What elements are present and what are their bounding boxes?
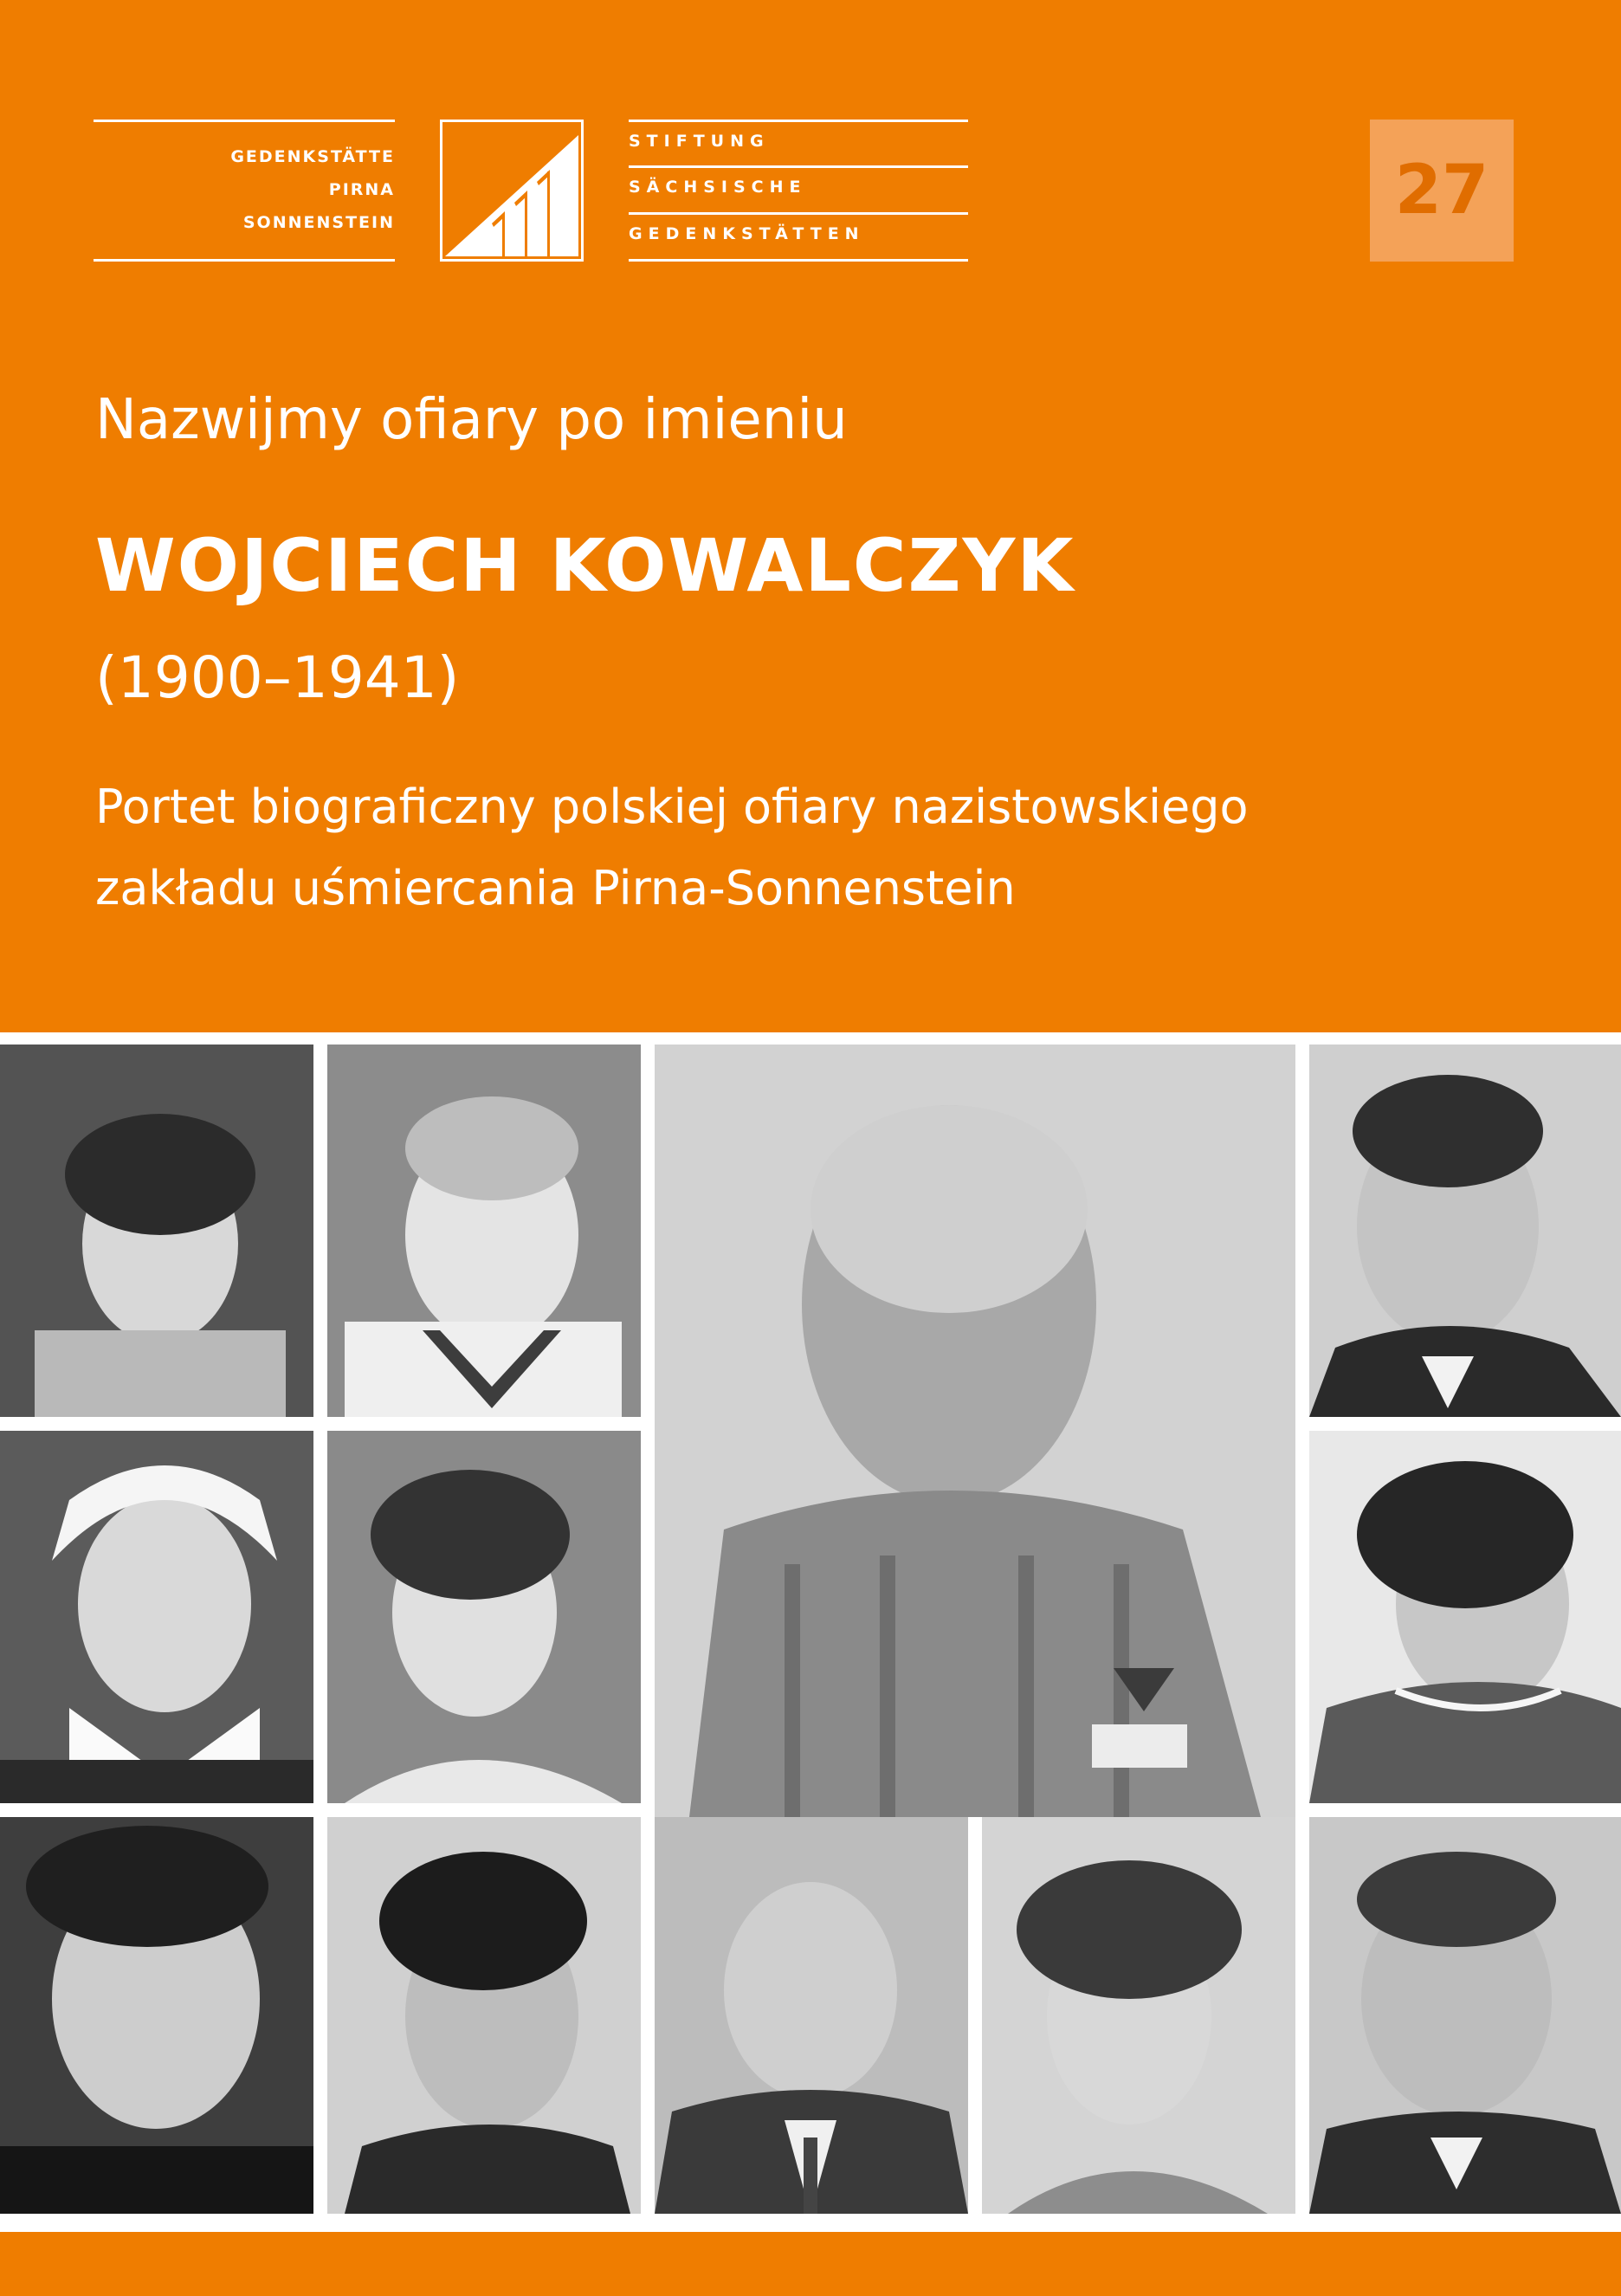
subtitle [95,766,1249,929]
logo-rule [629,120,968,122]
portrait-photo [655,1817,968,2214]
portrait-grid [0,1032,1621,2232]
portrait-photo [327,1817,641,2214]
volume-number-badge: 27 [1370,120,1514,262]
subtitle-line: zakładu uśmiercania Pirna-Sonnenstein [95,861,1016,915]
portrait-photo [0,1431,313,1803]
logo-line: SONNENSTEIN [242,213,395,232]
gedenkstaette-pirna-logo [94,120,395,262]
portrait-photo [327,1045,641,1417]
logo-line: SÄCHSISCHE [629,178,807,197]
bottom-band [0,2232,1621,2296]
logo-rule [94,120,395,122]
portrait-photo [0,1045,313,1417]
logo-rule [94,259,395,262]
logo-line: STIFTUNG [629,132,770,151]
subtitle-line: Portet biograficzny polskiej ofiary nazistowskiego [95,779,1249,834]
portrait-photo [327,1431,641,1803]
foundation-mark-icon [440,120,584,262]
portrait-photo [1309,1045,1621,1417]
logo-rule [629,212,968,215]
person-name: WOJCIECH KOWALCZYK [95,523,1075,608]
portrait-photo [1309,1817,1621,2214]
logo-line: GEDENKSTÄTTE [230,147,395,166]
portrait-photo [0,1817,313,2214]
logo-line: GEDENKSTÄTTEN [629,224,865,243]
portrait-photo [1309,1431,1621,1803]
logo-line: PIRNA [328,180,395,199]
series-title: Nazwijmy ofiary po imieniu [95,388,848,452]
stiftung-logo [629,120,968,262]
logo-rule [629,165,968,168]
portrait-photo-main [655,1045,1295,1817]
life-years: (1900–1941) [95,644,460,711]
portrait-photo [982,1817,1295,2214]
logo-rule [629,259,968,262]
